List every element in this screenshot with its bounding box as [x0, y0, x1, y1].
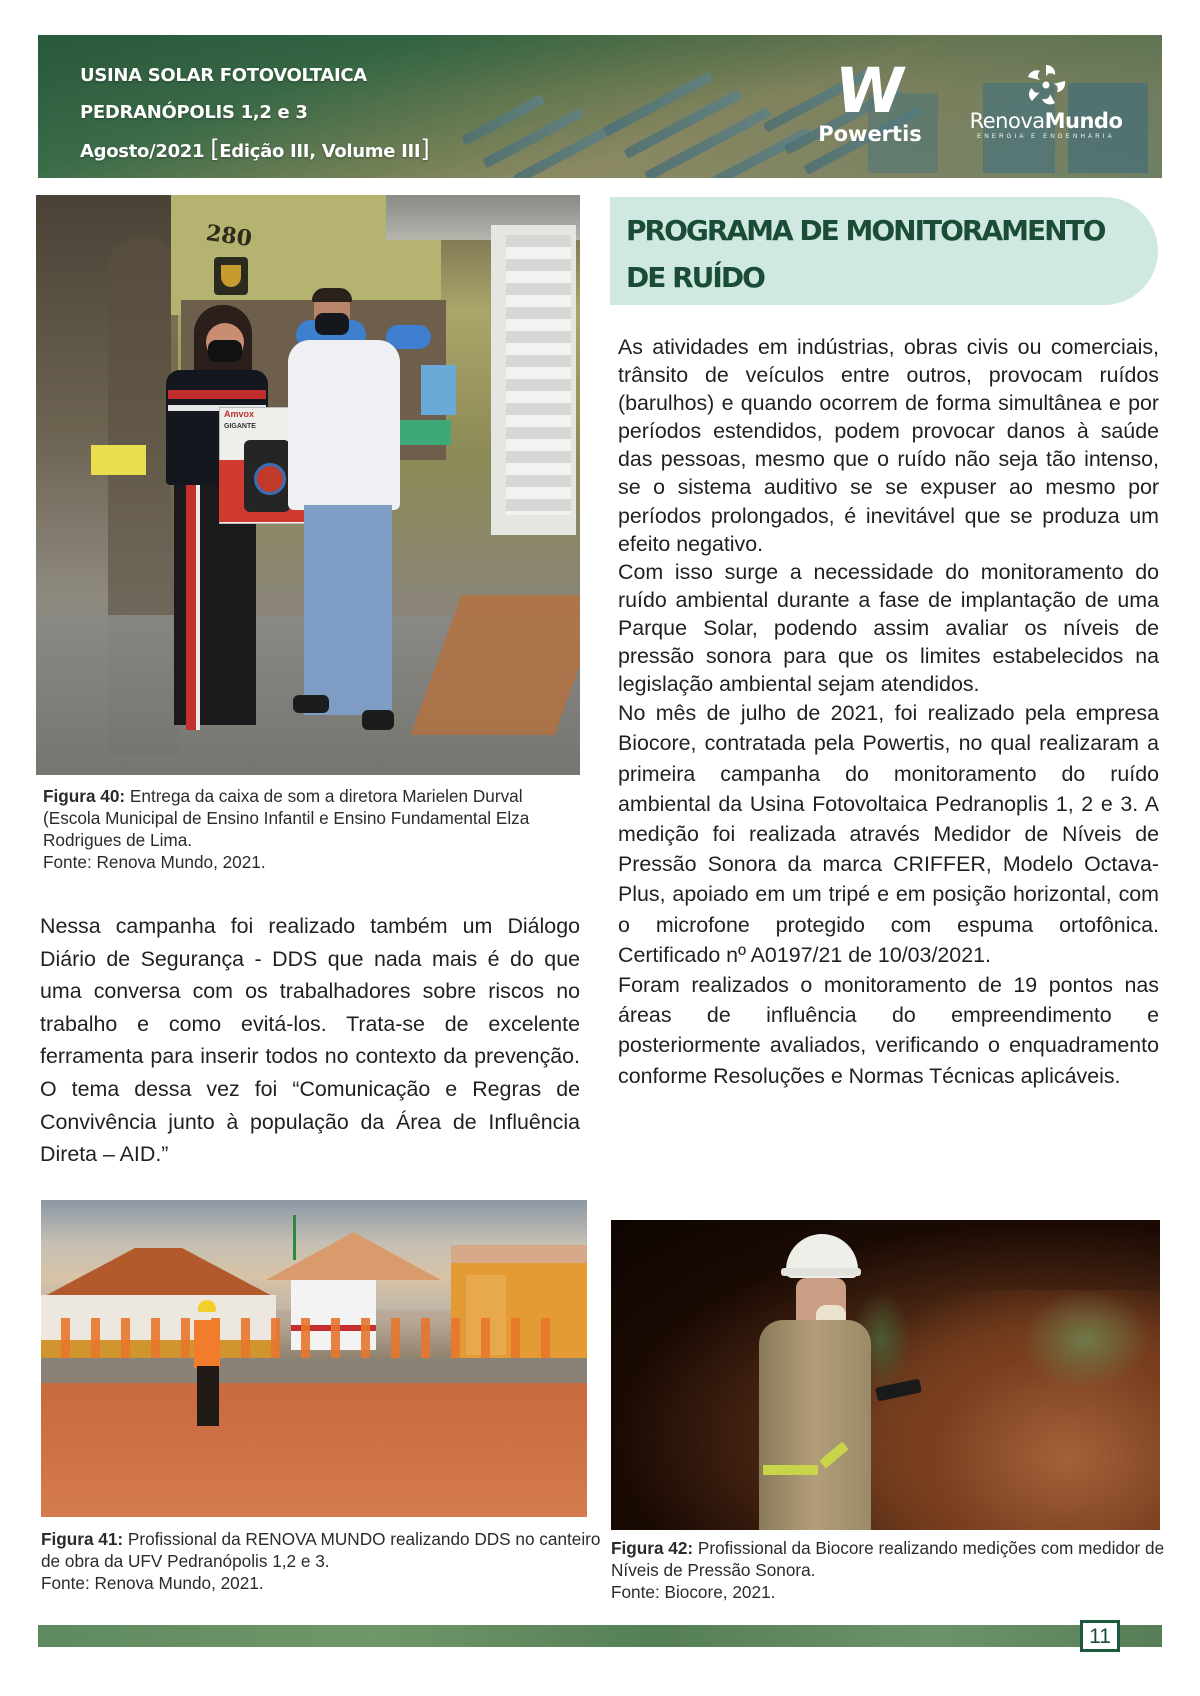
section-title-box: [610, 197, 1158, 305]
figure-41-label: Figura 41:: [41, 1529, 124, 1549]
section-title-line-1: PROGRAMA DE MONITORAMENTO: [626, 214, 1105, 247]
powertis-w-icon: W: [830, 54, 910, 127]
header-titles: [80, 57, 429, 170]
page-number: 11: [1080, 1620, 1120, 1652]
figure-41-text: Profissional da RENOVA MUNDO realizando DDS no canteiro de obra da UFV Pedranópolis 1,2 e 3.: [41, 1529, 601, 1571]
figure-40-text: Entrega da caixa de som a diretora Marielen Durval (Escola Municipal de Ensino Infantil e Ensino Fundamental Elza Rodrigues de Lima.: [43, 786, 530, 850]
figure-40-caption: [43, 785, 583, 873]
speaker-brand: Amvox: [224, 409, 255, 419]
header-date: Agosto/2021: [80, 141, 205, 162]
figure-41-source: Fonte: Renova Mundo, 2021.: [41, 1573, 264, 1593]
house-number-280: 280: [204, 219, 254, 253]
bracket-open: [: [210, 135, 220, 163]
powertis-logo: [810, 54, 930, 159]
speaker-model: GIGANTE: [224, 423, 256, 430]
header-banner: [38, 35, 1162, 178]
dds-text: Nessa campanha foi realizado também um Diálogo Diário de Segurança - DDS que nada mais é do que uma conversa com os trabalhadores sobre riscos no trabalho e como evitá-los. Trata-se de excelente ferramenta para inserir todos no contexto da prevenção. O tema dessa vez foi “Comunicação e Regras de Convivência junto à população da Área de Influência Direta – AID.”: [40, 914, 580, 1167]
figure-41-caption: [41, 1528, 601, 1594]
renova-name: RenovaMundo: [969, 109, 1123, 133]
header-line-3: [80, 131, 429, 170]
section-title: [626, 207, 1104, 301]
bracket-close: ]: [420, 135, 430, 163]
footer-bar: [38, 1625, 1162, 1647]
paragraph-4: Foram realizados o monitoramento de 19 pontos nas áreas de influência do empreendimento e posteriormente avaliados, verificando o enquadramento conforme Resoluções e Normas Técnicas aplicáveis.: [618, 973, 1159, 1088]
paragraph-3: No mês de julho de 2021, foi realizado pela empresa Biocore, contratada pela Powertis, no qual realizaram a primeira campanha do monitoramento do ruído ambiental da Usina Fotovoltaica Pedranoplis 1, 2 e 3. A medição foi realizada através Medidor de Níveis de Pressão Sonora da marca CRIFFER, Modelo Octava-Plus, apoiado em um tripé e em posição horizontal, com o microfone protegido com espuma ortofônica. Certificado nº A0197/21 de 10/03/2021.: [618, 701, 1159, 967]
header-line-1: USINA SOLAR FOTOVOLTAICA: [80, 65, 367, 86]
header-edition: Edição III, Volume III: [219, 141, 421, 162]
renova-swirl-icon: [1022, 61, 1070, 109]
paragraph-2: Com isso surge a necessidade do monitoramento do ruído ambiental durante a fase de implantação de uma Parque Solar, podendo assim avaliar os níveis de pressão sonora para que os limites estabelecidos na legislação ambiental sejam atendidos.: [618, 559, 1159, 697]
figure-42-label: Figura 42:: [611, 1538, 694, 1558]
renova-tagline: ENERGIA E ENGENHARIA: [977, 134, 1115, 140]
figure-42-text: Profissional da Biocore realizando medições com medidor de Níveis de Pressão Sonora.: [611, 1538, 1165, 1580]
figure-42-caption: [611, 1537, 1171, 1603]
figure-40-source: Fonte: Renova Mundo, 2021.: [43, 852, 266, 872]
paragraph-1: As atividades em indústrias, obras civis ou comerciais, trânsito de veículos entre outros, provocam ruídos (barulhos) e quando ocorrem de forma simultânea e por períodos estendidos, podem provocar danos à saúde das pessoas, mesmo que o ruído não seja tão intenso, se o sistema auditivo se se expuser ao mesmo por períodos prolongados, é inevitável que se produza um efeito negativo.: [618, 335, 1159, 556]
renova-mundo-logo: [956, 61, 1136, 161]
figure-42-source: Fonte: Biocore, 2021.: [611, 1582, 776, 1602]
dds-paragraph: [40, 910, 580, 1171]
figure-40-label: Figura 40:: [43, 786, 126, 806]
figure-41-photo: [41, 1200, 587, 1517]
powertis-name: Powertis: [818, 122, 922, 146]
figure-40-photo: [36, 195, 580, 775]
section-title-line-2: DE RUÍDO: [626, 261, 764, 294]
noise-program-text: [618, 333, 1159, 1091]
header-line-2: PEDRANÓPOLIS 1,2 e 3: [80, 102, 308, 123]
figure-42-photo: [611, 1220, 1160, 1530]
